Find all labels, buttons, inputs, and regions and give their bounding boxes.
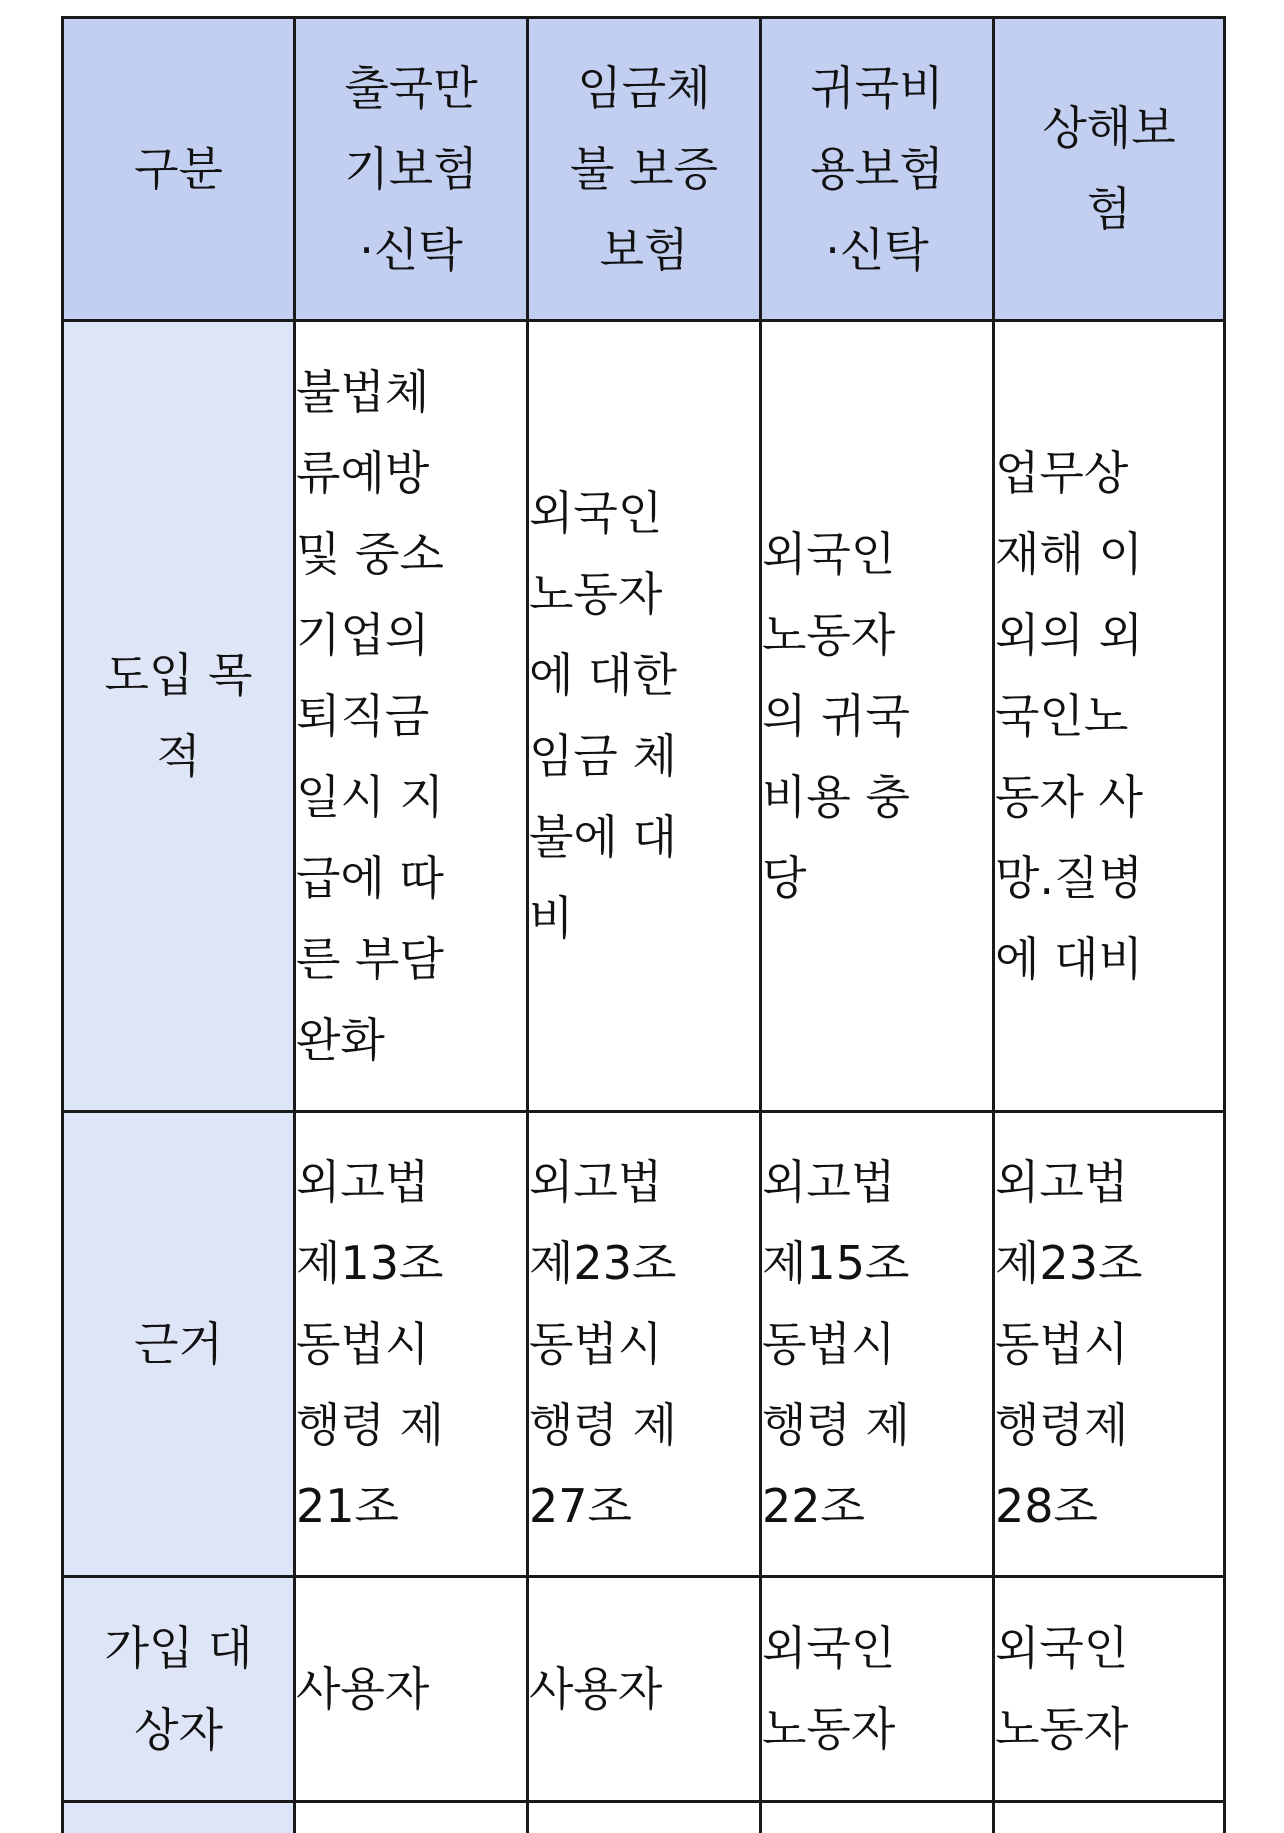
table-cell <box>994 1112 1225 1577</box>
cell-line: 외고법 <box>529 1142 759 1223</box>
header-return-cost-insurance <box>761 18 994 321</box>
header-row <box>63 18 1225 321</box>
cell-line: 에 대한 <box>529 635 759 716</box>
table-cell <box>761 321 994 1112</box>
cell-line: 급에 따 <box>296 838 526 919</box>
table-cell <box>295 1802 528 1833</box>
header-line: 험 <box>995 169 1223 250</box>
header-line: 상해보 <box>995 88 1223 169</box>
table-row-cutoff <box>63 1802 1225 1833</box>
header-line: 보험 <box>529 210 759 291</box>
cell-line: 재해 이 <box>995 514 1223 595</box>
header-line: ·신탁 <box>296 210 526 291</box>
row-label-target <box>63 1577 295 1802</box>
cell-line: 비용 충 <box>762 757 992 838</box>
table-cell <box>295 321 528 1112</box>
table-cell <box>761 1112 994 1577</box>
cell-line: 27조 <box>529 1466 759 1547</box>
header-line: 불 보증 <box>529 129 759 210</box>
cell-line: 의 귀국 <box>762 676 992 757</box>
cell-line: 외국인 <box>762 514 992 595</box>
cell-line: 행령제 <box>995 1385 1223 1466</box>
header-line: 용보험 <box>762 129 992 210</box>
table-cell <box>528 1802 761 1833</box>
cell-line: 동자 사 <box>995 757 1223 838</box>
cell-line: 불에 대 <box>529 797 759 878</box>
row-label-line: 도입 목 <box>64 635 293 716</box>
cell-line: 제15조 <box>762 1223 992 1304</box>
table-cell <box>295 1577 528 1802</box>
row-label-line: 적 <box>64 716 293 797</box>
header-line: 출국만 <box>296 48 526 129</box>
header-line: 귀국비 <box>762 48 992 129</box>
table-cell <box>295 1112 528 1577</box>
cell-line: 완화 <box>296 1000 526 1081</box>
row-label-line: 근거 <box>64 1304 293 1385</box>
cell-line: 노동자 <box>762 595 992 676</box>
row-label-basis <box>63 1112 295 1577</box>
cell-line: 노동자 <box>995 1689 1223 1770</box>
cell-line: 제23조 <box>995 1223 1223 1304</box>
table-row-target <box>63 1577 1225 1802</box>
cell-line: 동법시 <box>995 1304 1223 1385</box>
insurance-comparison-table <box>61 16 1226 1833</box>
cell-line: 임금 체 <box>529 716 759 797</box>
row-label-cutoff <box>63 1802 295 1833</box>
cell-line: 류예방 <box>296 433 526 514</box>
cell-line: 국인노 <box>995 676 1223 757</box>
cell-line: 외고법 <box>995 1142 1223 1223</box>
cell-line: 21조 <box>296 1466 526 1547</box>
cell-line: 행령 제 <box>762 1385 992 1466</box>
cell-line: 및 중소 <box>296 514 526 595</box>
cell-line: 외의 외 <box>995 595 1223 676</box>
cell-line: 22조 <box>762 1466 992 1547</box>
cell-line: 외국인 <box>995 1608 1223 1689</box>
header-line: 구분 <box>64 129 293 210</box>
cell-line: 른 부담 <box>296 919 526 1000</box>
cell-line: 업무상 <box>995 433 1223 514</box>
cell-line: 28조 <box>995 1466 1223 1547</box>
cell-line: 동법시 <box>529 1304 759 1385</box>
cell-line: 망.질병 <box>995 838 1223 919</box>
cell-line: 노동자 <box>762 1689 992 1770</box>
cell-line: 외국인 <box>529 473 759 554</box>
header-line: 기보험 <box>296 129 526 210</box>
header-wage-guarantee-insurance <box>528 18 761 321</box>
cell-line: 동법시 <box>762 1304 992 1385</box>
table-cell <box>528 1112 761 1577</box>
header-departure-insurance <box>295 18 528 321</box>
cell-line: 일시 지 <box>296 757 526 838</box>
cell-line: 노동자 <box>529 554 759 635</box>
table-cell <box>994 1577 1225 1802</box>
header-category <box>63 18 295 321</box>
cell-line: 당 <box>762 838 992 919</box>
cell-line: 퇴직금 <box>296 676 526 757</box>
cell-line: 사용자 <box>296 1649 526 1730</box>
cell-line: 기업의 <box>296 595 526 676</box>
table-row-purpose <box>63 321 1225 1112</box>
cell-line: 외고법 <box>296 1142 526 1223</box>
row-label-line: 가입 대 <box>64 1607 293 1689</box>
header-line: 임금체 <box>529 48 759 129</box>
cell-line: 사용자 <box>529 1649 759 1730</box>
cell-line: 외고법 <box>762 1142 992 1223</box>
table-row-basis <box>63 1112 1225 1577</box>
cell-line: 불법체 <box>296 352 526 433</box>
cell-line: 에 대비 <box>995 919 1223 1000</box>
cell-line: 행령 제 <box>529 1385 759 1466</box>
cell-line: 비 <box>529 878 759 959</box>
cell-line: 동법시 <box>296 1304 526 1385</box>
cell-line: 제23조 <box>529 1223 759 1304</box>
header-line: ·신탁 <box>762 210 992 291</box>
table-cell <box>528 321 761 1112</box>
table-cell <box>761 1577 994 1802</box>
header-accident-insurance <box>994 18 1225 321</box>
cell-line: 행령 제 <box>296 1385 526 1466</box>
table-cell <box>994 1802 1225 1833</box>
cell-line: 제13조 <box>296 1223 526 1304</box>
row-label-line: 상자 <box>64 1689 293 1771</box>
table-cell <box>528 1577 761 1802</box>
cell-line: 외국인 <box>762 1608 992 1689</box>
table-cell <box>994 321 1225 1112</box>
table-cell <box>761 1802 994 1833</box>
row-label-purpose <box>63 321 295 1112</box>
